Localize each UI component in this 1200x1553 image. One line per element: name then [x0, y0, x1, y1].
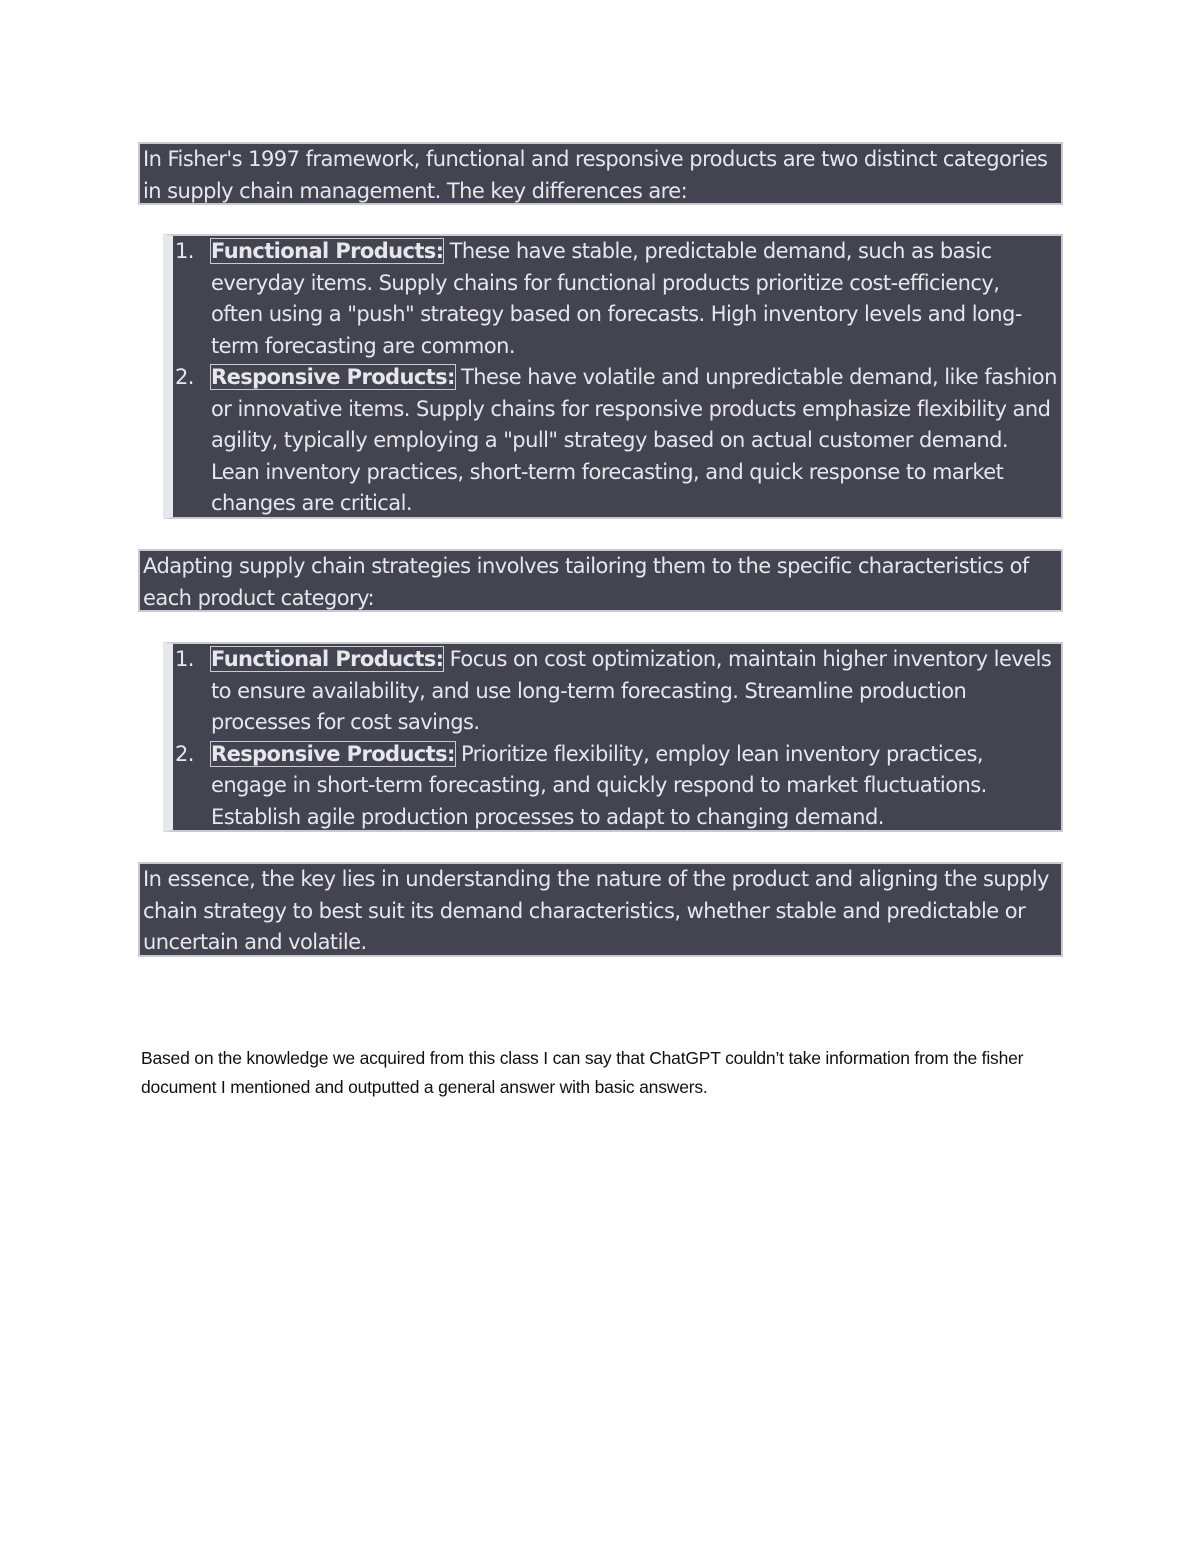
list-number: 1. [175, 239, 194, 263]
term-functional: Functional Products: [211, 647, 444, 671]
student-note: Based on the knowledge we acquired from this class I can say that ChatGPT couldn’t take information from the fisher document I mentioned and outputted a general answer with basic answers. [141, 1048, 1024, 1097]
list-number: 2. [175, 365, 194, 389]
adapting-text: Adapting supply chain strategies involves tailoring them to the specific characteristics of each product category: [143, 554, 1029, 610]
list-number: 2. [175, 741, 194, 766]
term-description: Focus on cost optimization, maintain higher inventory levels to ensure availability, and use long-term forecasting. Streamline production processes for cost savings. [211, 647, 1052, 734]
term-functional: Functional Products: [211, 239, 444, 263]
list-item [173, 362, 1057, 520]
intro-text: In Fisher's 1997 framework, functional and responsive products are two distinct categories in supply chain management. The key differences are: [143, 147, 1048, 203]
differences-list [163, 234, 1063, 519]
essence-paragraph [138, 862, 1063, 957]
term-description: Prioritize flexibility, employ lean inventory practices, engage in short-term forecasting, and quickly respond to market fluctuations. Establish agile production processes to adapt to changing demand. [211, 741, 987, 829]
intro-paragraph [138, 142, 1063, 205]
list-item [173, 236, 1057, 362]
list-number: 1. [175, 647, 194, 671]
term-description: These have volatile and unpredictable demand, like fashion or innovative items. Supply chains for responsive products emphasize flexibility and agility, typically employing a "pull" strategy based on actual customer demand. Lean inventory practices, short-term forecasting, and quick response to market changes are critical. [211, 365, 1057, 515]
essence-text: In essence, the key lies in understanding the nature of the product and aligning the supply chain strategy to best suit its demand characteristics, whether stable and predictable or uncertain and volatile. [143, 867, 1049, 954]
term-description: These have stable, predictable demand, such as basic everyday items. Supply chains for functional products prioritize cost-efficiency, often using a "push" strategy based on forecasts. High inventory levels and long-term forecasting are common. [211, 239, 1022, 358]
adapting-paragraph [138, 549, 1063, 612]
list-item [173, 644, 1057, 739]
term-responsive: Responsive Products: [211, 741, 455, 766]
term-responsive: Responsive Products: [211, 365, 455, 389]
list-item [173, 739, 1057, 834]
strategies-list [163, 642, 1063, 832]
